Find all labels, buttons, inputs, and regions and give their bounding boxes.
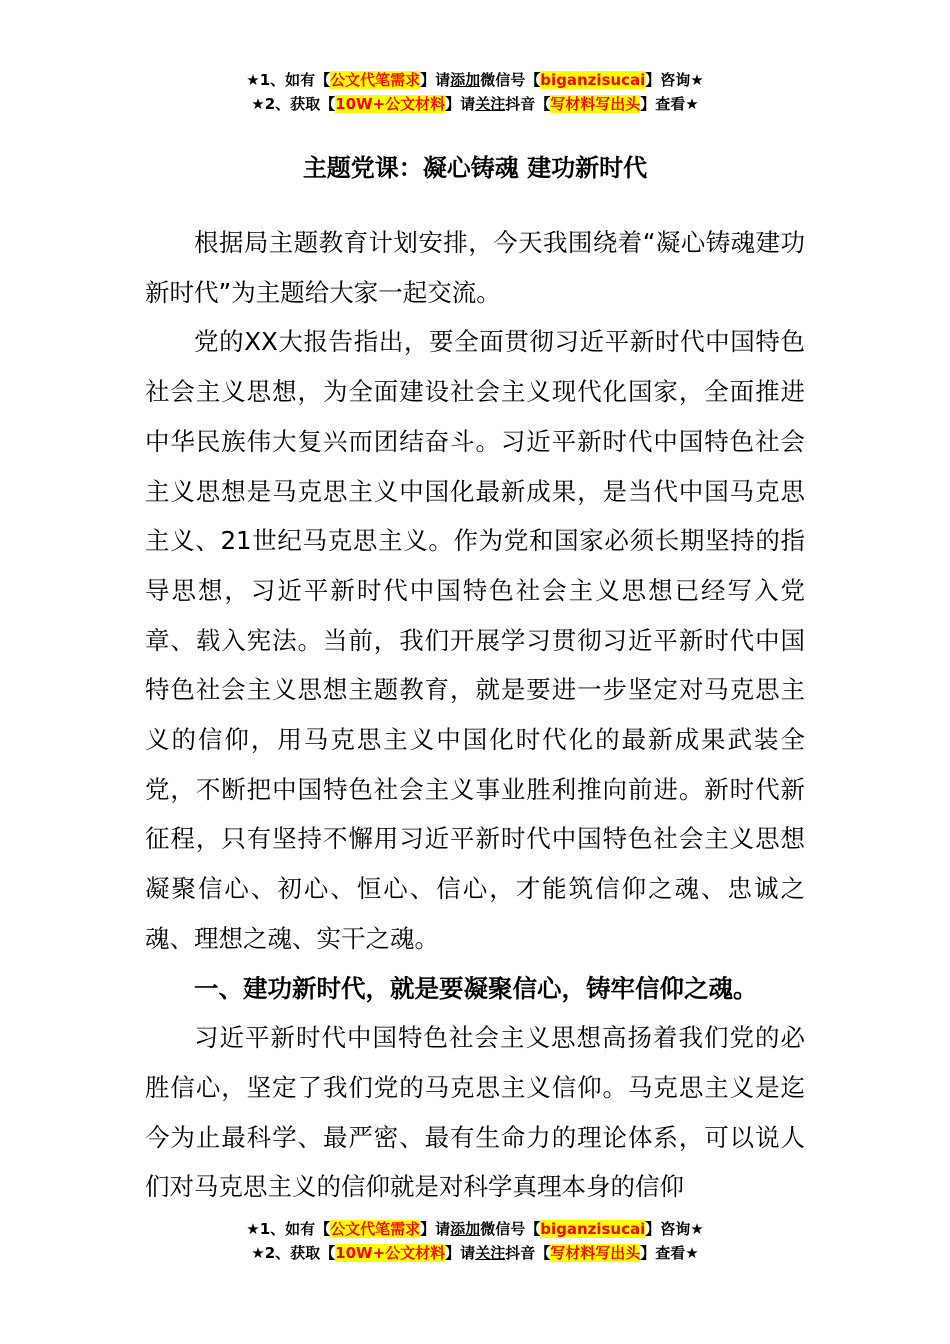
document-body [145, 218, 805, 1212]
body-paragraph: 根据局主题教育计划安排，今天我围绕着“凝心铸魂建功新时代”为主题给大家一起交流。 [145, 228, 805, 307]
banner-highlight: 10W+公文材料 [335, 95, 446, 113]
star-icon: ★ [690, 71, 704, 89]
banner-text: 微信号【 [480, 71, 541, 89]
banner-highlight: 10W+公文材料 [335, 1244, 446, 1262]
banner-line-2 [0, 1241, 950, 1265]
banner-highlight: 公文代笔需求 [330, 71, 421, 89]
banner-text: 】查看 [640, 1244, 686, 1262]
banner-line-2 [0, 92, 950, 116]
banner-underlined-text: 关注 [475, 95, 506, 113]
document-title: 主题党课：凝心铸魂 建功新时代 [302, 154, 648, 182]
body-paragraph: 党的XX大报告指出，要全面贯彻习近平新时代中国特色社会主义思想，为全面建设社会主义现代化国家，全面推进中华民族伟大复兴而团结奋斗。习近平新时代中国特色社会主义思想是马克思主义中国化最新成果，是当代中国马克思主义、21世纪马克思主义。作为党和国家必须长期坚持的指导思想，习近平新时代中国特色社会主义思想已经写入党章、载入宪法。当前，我们开展学习贯彻习近平新时代中国特色社会主义思想主题教育，就是要进一步坚定对马克思主义的信仰，用马克思主义中国化时代化的最新成果武装全党，不断把中国特色社会主义事业胜利推向前进。新时代新征程，只有坚持不懈用习近平新时代中国特色社会主义思想凝聚信心、初心、恒心、信心，才能筑信仰之魂、忠诚之魂、理想之魂、实干之魂。 [145, 327, 805, 953]
banner-underlined-text: 添加 [450, 71, 481, 89]
banner-text: 】请 [445, 1244, 476, 1262]
banner-text: 】请 [420, 1220, 451, 1238]
banner-text: 】咨询 [645, 71, 691, 89]
star-icon: ★ [690, 1220, 704, 1238]
banner-text: 2、获取【 [264, 1244, 336, 1262]
banner-text: 抖音【 [505, 1244, 551, 1262]
banner-highlight: biganzisucai [540, 1220, 646, 1238]
banner-highlight: 公文代笔需求 [330, 1220, 421, 1238]
banner-underlined-text: 添加 [450, 1220, 481, 1238]
banner-text: 2、获取【 [264, 95, 336, 113]
banner-underlined-text: 关注 [475, 1244, 506, 1262]
top-banner [0, 68, 950, 116]
star-icon: ★ [251, 95, 265, 113]
star-icon: ★ [246, 1220, 260, 1238]
section-heading: 一、建功新时代，就是要凝聚信心，铸牢信仰之魂。 [194, 973, 758, 1003]
star-icon: ★ [246, 71, 260, 89]
banner-highlight: biganzisucai [540, 71, 646, 89]
banner-text: 】请 [420, 71, 451, 89]
banner-highlight: 写材料写出头 [550, 1244, 641, 1262]
banner-text: 1、如有【 [259, 71, 331, 89]
banner-text: 微信号【 [480, 1220, 541, 1238]
banner-text: 】查看 [640, 95, 686, 113]
banner-text: 1、如有【 [259, 1220, 331, 1238]
bottom-banner [0, 1217, 950, 1265]
star-icon: ★ [251, 1244, 265, 1262]
banner-line-1 [0, 1217, 950, 1241]
banner-text: 抖音【 [505, 95, 551, 113]
banner-text: 】咨询 [645, 1220, 691, 1238]
banner-highlight: 写材料写出头 [550, 95, 641, 113]
banner-line-1 [0, 68, 950, 92]
star-icon: ★ [685, 95, 699, 113]
star-icon: ★ [685, 1244, 699, 1262]
body-paragraph: 习近平新时代中国特色社会主义思想高扬着我们党的必胜信心，坚定了我们党的马克思主义信仰。马克思主义是迄今为止最科学、最严密、最有生命力的理论体系，可以说人们对马克思主义的信仰就是对科学真理本身的信仰 [145, 1023, 805, 1202]
banner-text: 】请 [445, 95, 476, 113]
